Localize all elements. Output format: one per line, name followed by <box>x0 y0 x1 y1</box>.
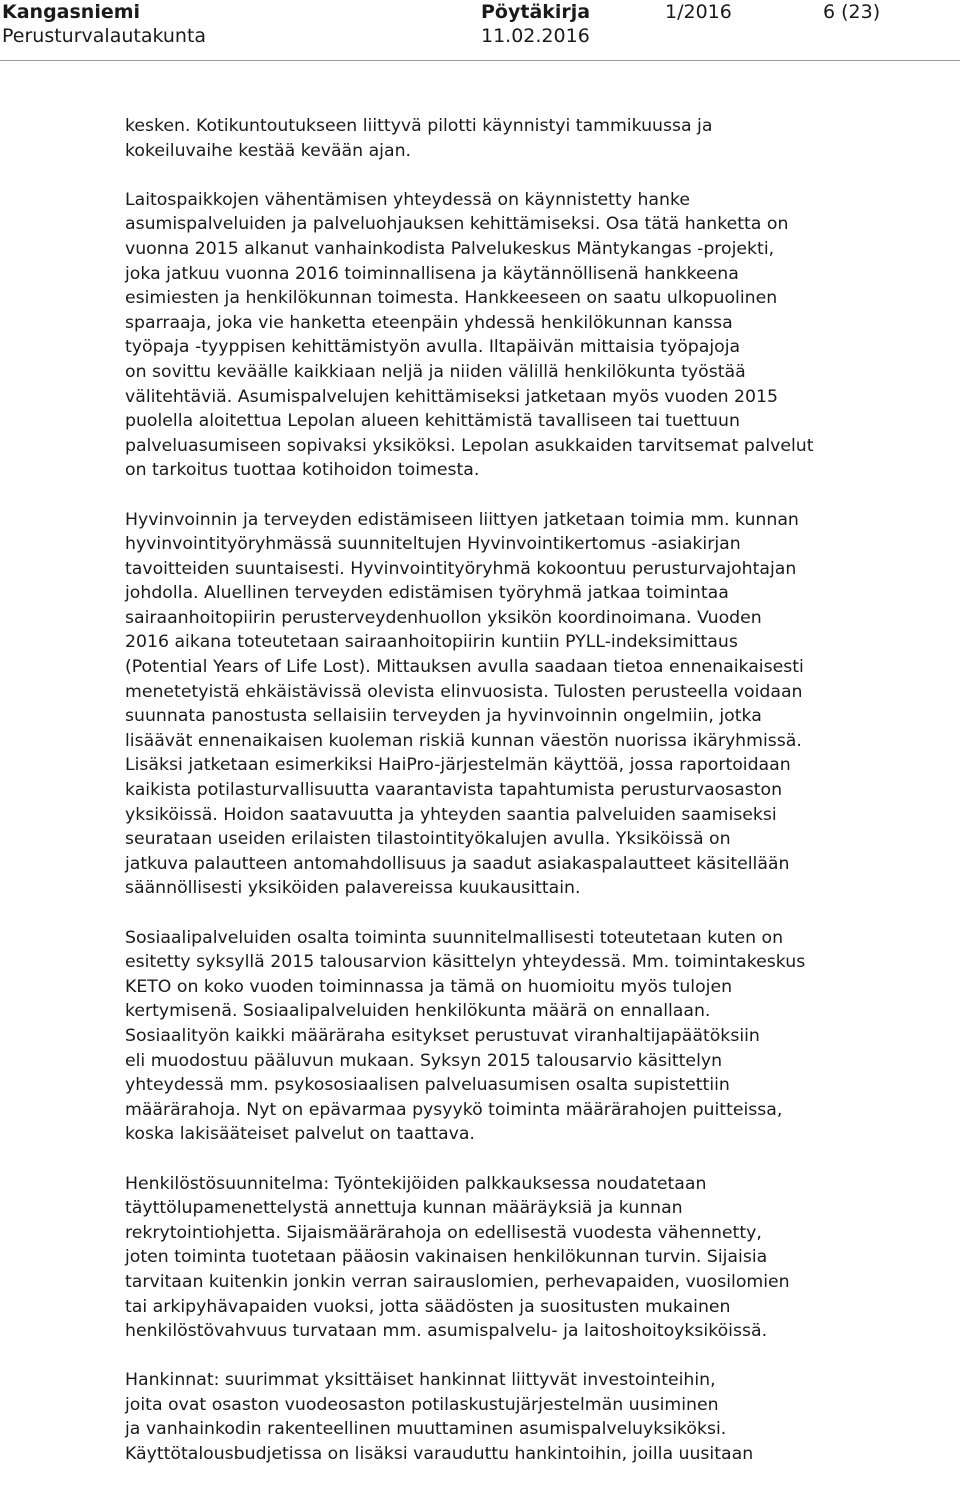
paragraph-hyvinvointi: Hyvinvoinnin ja terveyden edistämiseen liittyen jatketaan toimia mm. kunnan hyvinvointityöryhmässä suunniteltujen Hyvinvointikertomus -asiakirjan tavoitteiden suuntaisesti. Hyvinvointityöryhmä kokoontuu perusturvajohtajan johdolla. Aluellinen terveyden edistämisen työryhmä jatkaa toimintaa sairaanhoitopiirin perusterveydenhuollon yksikön koordinoimana. Vuoden 2016 aikana toteutetaan sairaanhoitopiirin kuntiin PYLL-indeksimittaus (Potential Years of Life Lost). Mittauksen avulla saadaan tietoa ennenaikaisesti menetetyistä ehkäistävissä olevista elinvuosista. Tulosten perusteella voidaan suunnata panostusta sellaisiin terveyden ja hyvinvoinnin ongelmiin, jotka lisäävät ennenaikaisen kuoleman riskiä kunnan väestön nuorissa ikäryhmissä. Lisäksi jatketaan esimerkiksi HaiPro-järjestelmän käyttöä, jossa raportoidaan kaikista potilasturvallisuutta vaarantavista tapahtumista perusturvaosaston yksiköissä. Hoidon saatavuutta ja yhteyden saantia palveluiden saamiseksi seurataan useiden erilaisten tilastointityökalujen avulla. Yksiköissä on jatkuva palautteen antomahdollisuus ja saadut asiakaspalautteet käsitellään säännöllisesti yksiköiden palavereissa kuukausittain. <box>125 509 804 899</box>
paragraph-sosiaalipalvelut: Sosiaalipalveluiden osalta toiminta suunnitelmallisesti toteutetaan kuten on esitetty syksyllä 2015 talousarvion käsittelyn yhteydessä. Mm. toimintakeskus KETO on koko vuoden toiminnassa ja tämä on huomioitu myös tulojen kertymisenä. Sosiaalipalveluiden henkilökunta määrä on ennallaan. Sosiaalityön kaikki määräraha esitykset perustuvat viranhaltijapäätöksiin eli muodostuu pääluvun mukaan. Syksyn 2015 talousarvio käsittelyn yhteydessä mm. psykososiaalisen palveluasumisen osalta supistettiin määrärahoja. Nyt on epävarmaa pysyykö toiminta määrärahojen puitteissa, koska lakisääteiset palvelut on taattava. <box>125 927 806 1145</box>
header-divider <box>0 60 960 61</box>
document-type: Pöytäkirja <box>481 1 591 23</box>
paragraph-henkilostosuunnitelma: Henkilöstösuunnitelma: Työntekijöiden palkkauksessa noudatetaan täyttölupamenettelystä annettuja kunnan määräyksiä ja kunnan rekrytointiohjetta. Sijaismäärärahoja on edellisestä vuodesta vähennetty, joten toiminta tuotetaan pääosin vakinaisen henkilökunnan turvin. Sijaisia tarvitaan kuitenkin jonkin verran sairauslomien, perhevapaiden, vuosilomien tai arkipyhävapaiden vuoksi, jotta säädösten ja suositusten mukainen henkilöstövahvuus turvataan mm. asumispalvelu- ja laitoshoitoyksiköissä. <box>125 1173 790 1342</box>
document-number: 1/2016 <box>665 1 732 23</box>
page-header <box>0 0 960 62</box>
committee-name: Perusturvalautakunta <box>2 25 207 47</box>
paragraph-asumispalvelut: Laitospaikkojen vähentämisen yhteydessä on käynnistetty hanke asumispalveluiden ja palveluohjauksen kehittämiseksi. Osa tätä hanketta on vuonna 2015 alkanut vanhainkodista Palvelukeskus Mäntykangas -projekti, joka jatkuu vuonna 2016 toiminnallisena ja käytännöllisenä hankkeena esimiesten ja henkilökunnan toimesta. Hankkeeseen on saatu ulkopuolinen sparraaja, joka vie hanketta eteenpäin yhdessä henkilökunnan kanssa työpaja -tyyppisen kehittämistyön avulla. Iltapäivän mittaisia työpajoja on sovittu keväälle kaikkiaan neljä ja niiden välillä henkilökunta työstää välitehtäviä. Asumispalvelujen kehittämiseksi jatketaan myös vuoden 2015 puolella aloitettua Lepolan alueen kehittämistä tavalliseen tai tuettuun palveluasumiseen sopivaksi yksiköksi. Lepolan asukkaiden tarvitsemat palvelut on tarkoitus tuottaa kotihoidon toimesta. <box>125 189 814 481</box>
page-number: 6 (23) <box>823 1 881 23</box>
municipality-name: Kangasniemi <box>2 1 141 23</box>
meeting-date: 11.02.2016 <box>481 25 590 47</box>
paragraph-hankinnat: Hankinnat: suurimmat yksittäiset hankinnat liittyvät investointeihin, joita ovat osaston vuodeosaston potilaskustujärjestelmän uusiminen ja vanhainkodin rakenteellinen muuttaminen asumispalveluyksiköksi. Käyttötalousbudjetissa on lisäksi varauduttu hankintoihin, joilla uusitaan <box>125 1370 754 1465</box>
paragraph-kotikuntoutus: kesken. Kotikuntoutukseen liittyvä pilotti käynnistyi tammikuussa ja kokeiluvaihe kestää kevään ajan. <box>125 116 713 161</box>
document-body <box>125 114 915 1491</box>
